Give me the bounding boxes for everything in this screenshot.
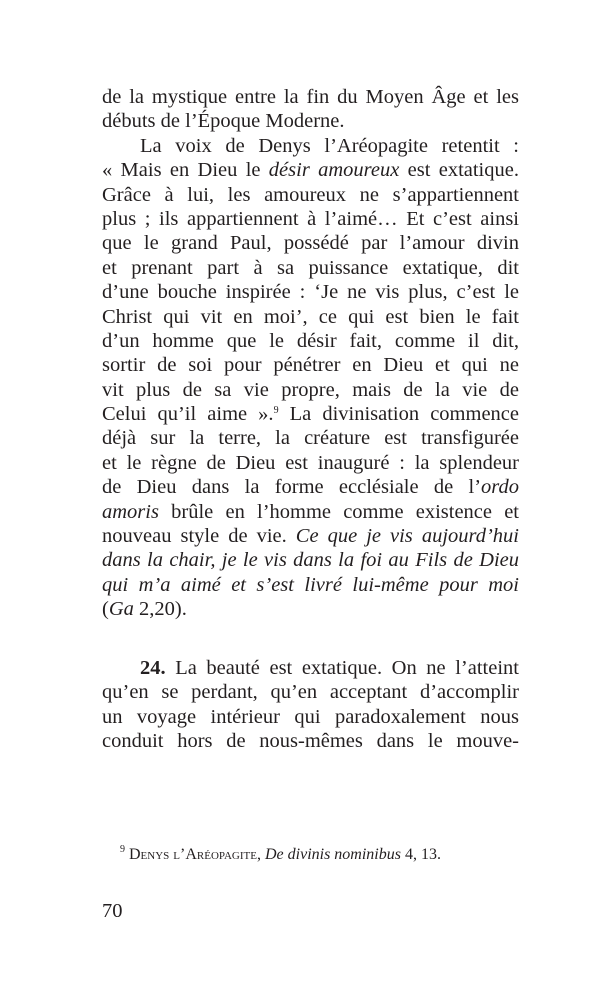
text-segment: sortir de soi pour pénétrer en Dieu et qui ne	[102, 354, 519, 377]
text-line	[102, 305, 519, 329]
text-segment: déjà sur la terre, la créature est transfigurée	[102, 427, 519, 450]
text-segment: d’une bouche inspirée : ‘Je ne vis plus, c’est le	[102, 281, 519, 304]
footnote-reference-mark: 9	[273, 405, 279, 417]
text-line	[102, 378, 519, 402]
text-line	[102, 183, 519, 207]
text-line	[102, 109, 519, 133]
text-line	[102, 705, 519, 729]
text-line	[102, 656, 519, 680]
text-line	[102, 402, 519, 426]
text-segment: de Dieu dans la forme ecclésiale de l’	[102, 476, 482, 499]
body-paragraph-24	[102, 656, 519, 754]
text-segment: brûle en l’homme comme existence et	[158, 500, 519, 523]
page-number: 70	[102, 900, 123, 922]
text-segment: de la mystique entre la fin du Moyen Âge et les	[102, 86, 519, 108]
footnote-reference: 4, 13.	[400, 846, 441, 863]
text-segment: et prenant part à sa puissance extatique, dit	[102, 256, 519, 279]
text-segment: nouveau style de vie.	[102, 525, 296, 548]
text-line	[102, 231, 519, 255]
text-line	[102, 207, 519, 231]
text-line	[102, 256, 519, 280]
text-segment: qui m’a aimé et s’est livré lui-même pour moi	[102, 573, 519, 596]
text-segment: vit plus de sa vie propre, mais de la vie de	[102, 378, 519, 401]
text-line	[102, 500, 519, 524]
text-segment: conduit hors de nous-mêmes dans le mouve-	[102, 730, 519, 753]
text-line	[102, 524, 519, 548]
body-paragraph-main	[102, 85, 519, 622]
section-number: 24.	[140, 657, 166, 679]
text-segment: débuts de l’Époque Moderne.	[102, 110, 345, 133]
text-segment: ordo	[481, 476, 519, 499]
text-line	[102, 475, 519, 499]
text-line	[102, 597, 519, 621]
text-segment: Ga	[108, 598, 134, 621]
text-line	[102, 680, 519, 704]
text-segment: La divinisation commence	[278, 403, 519, 426]
text-segment: La beauté est extatique. On ne l’atteint	[165, 657, 519, 679]
text-segment: (	[102, 598, 109, 621]
footnote-separator: ,	[256, 846, 265, 863]
text-line	[102, 451, 519, 475]
text-line	[102, 158, 519, 182]
text-segment: Grâce à lui, les amoureux ne s’appartiennent	[102, 183, 519, 206]
text-segment: un voyage intérieur qui paradoxalement nous	[102, 705, 519, 728]
text-line	[102, 85, 519, 109]
text-segment: amoris	[102, 500, 159, 523]
text-line	[102, 353, 519, 377]
text-segment: dans la chair, je le vis dans la foi au Fils de Dieu	[102, 549, 519, 572]
text-line	[102, 548, 519, 572]
text-segment: plus ; ils appartiennent à l’aimé… Et c’est ainsi	[102, 207, 519, 230]
text-segment: qu’en se perdant, qu’en acceptant d’accomplir	[102, 681, 519, 704]
text-line	[102, 426, 519, 450]
text-segment: « Mais en Dieu le	[102, 159, 269, 182]
text-line	[102, 134, 519, 158]
text-line	[102, 329, 519, 353]
text-line	[102, 280, 519, 304]
footnote-author: Denys l’Aréopagite	[129, 846, 257, 863]
footnote-number: 9	[120, 844, 125, 855]
text-segment: Christ qui vit en moi’, ce qui est bien le fait	[102, 305, 519, 328]
text-segment: est extatique.	[399, 159, 519, 182]
text-segment: 2,20).	[133, 598, 187, 621]
text-segment: d’un homme que le désir fait, comme il dit,	[102, 329, 519, 352]
text-line	[102, 729, 519, 753]
text-line	[102, 573, 519, 597]
text-segment: désir amoureux	[268, 159, 400, 182]
text-segment: Ce que je vis aujourd’hui	[295, 525, 519, 548]
footnote-title: De divinis nominibus	[264, 846, 401, 863]
footnote	[120, 846, 441, 864]
text-segment: Celui qu’il aime ».	[102, 403, 274, 426]
text-segment: que le grand Paul, possédé par l’amour divin	[102, 232, 519, 255]
text-segment: et le règne de Dieu est inauguré : la splendeur	[102, 451, 519, 474]
text-segment: La voix de Denys l’Aréopagite retentit :	[140, 134, 519, 157]
